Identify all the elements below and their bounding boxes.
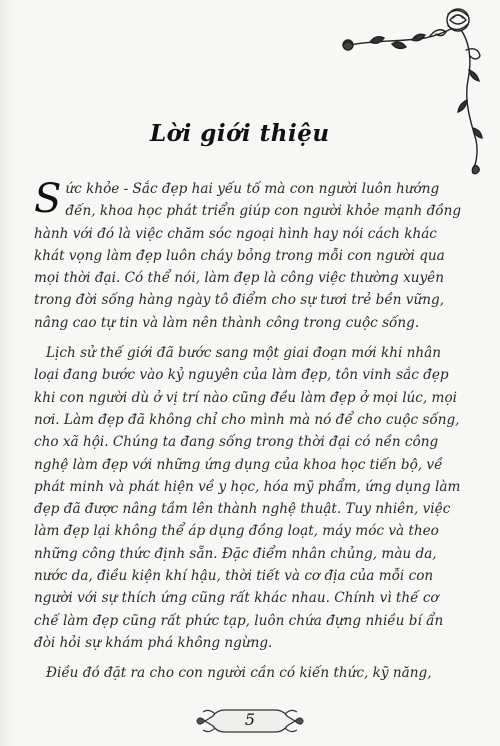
paragraph (34, 178, 466, 334)
rose-vine-ornament-icon (330, 0, 490, 175)
drop-cap: S (34, 176, 62, 222)
body-text (34, 178, 466, 693)
paragraph-text: Lịch sử thế giới đã bước sang một giai đoạn mới khi nhân loại đang bước vào kỷ nguyên của làm đẹp, tôn vinh sắc đẹp khi con người dù ở vị trí nào cũng đều làm đẹp ở mọi lúc, mọi nơi. Làm đẹp đã không chỉ cho mình mà nó để cho cuộc sống, cho xã hội. Chúng ta đang sống trong thời đại có nền công nghệ làm đẹp với những ứng dụng của khoa học tiến bộ, về phát minh và phát hiện về y học, hóa mỹ phẩm, ứng dụng làm đẹp đã được nâng tầm lên thành nghệ thuật. Tuy nhiên, việc làm đẹp lại không thể áp dụng đồng loạt, máy móc và theo những công thức định sẵn. Đặc điểm nhân chủng, màu da, nước da, điều kiện khí hậu, thời tiết và cơ địa của mỗi con người với sự thích ứng cũng rất khác nhau. Chính vì thế cơ chế làm đẹp cũng rất phức tạp, luôn chứa đựng nhiều bí ẩn đòi hỏi sự khám phá không ngừng. (34, 345, 461, 651)
paragraph-text: ức khỏe - Sắc đẹp hai yếu tố mà con người luôn hướng đến, khoa học phát triển giúp con người khỏe mạnh đồng hành với đó là việc chăm sóc ngoại hình hay nói cách khác khát vọng làm đẹp luôn cháy bỏng trong mỗi con người qua mọi thời đại. Có thể nói, làm đẹp là công việc thường xuyên trong đời sống hàng ngày tô điểm cho sự tươi trẻ bền vững, nâng cao tự tin và làm nên thành công trong cuộc sống. (34, 181, 462, 331)
page-number-footer (195, 704, 305, 738)
page-title: Lời giới thiệu (150, 120, 330, 147)
page-number: 5 (244, 710, 256, 729)
paragraph (34, 342, 466, 654)
paragraph-text: Điều đó đặt ra cho con người cần có kiến thức, kỹ năng, (46, 665, 432, 682)
paragraph (34, 662, 466, 684)
